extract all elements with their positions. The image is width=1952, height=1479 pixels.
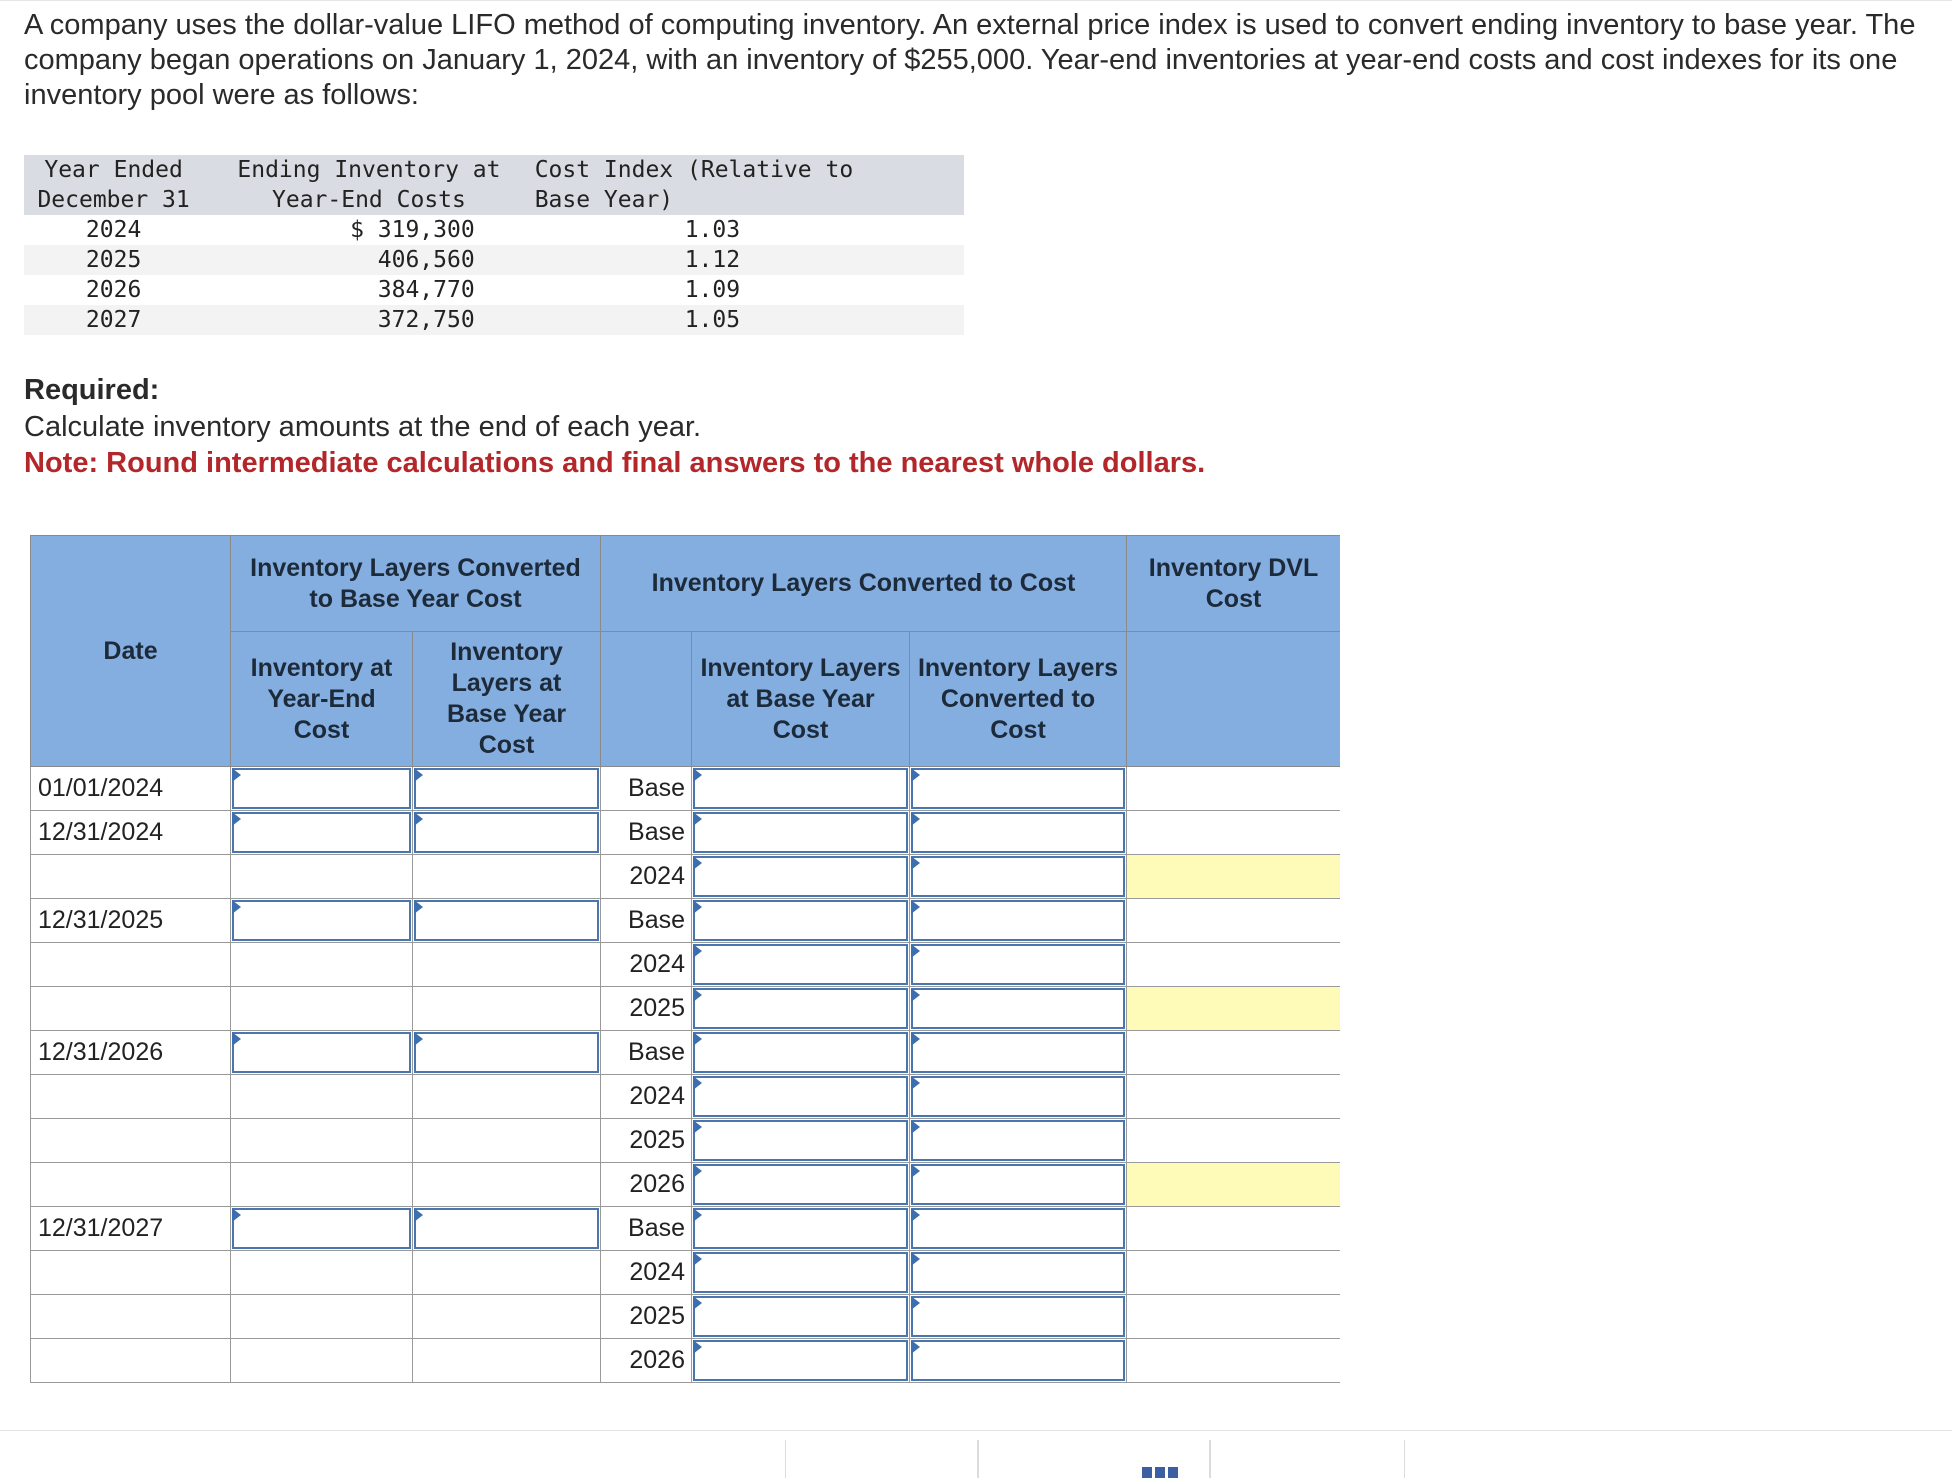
layers-base-year-cell (413, 811, 601, 855)
dvl-cost-cell (1127, 1251, 1340, 1295)
layers-base-year-input[interactable] (414, 1032, 599, 1073)
layer-converted-cost-cell (910, 943, 1127, 987)
empty-cell (231, 855, 413, 899)
date-cell (31, 1075, 231, 1119)
empty-cell (231, 943, 413, 987)
layer-converted-cost-input[interactable] (911, 1252, 1125, 1293)
given-year-cell: 2025 (24, 245, 203, 275)
table-row (31, 1031, 1341, 1075)
date-cell (31, 855, 231, 899)
dvl-cost-cell (1127, 943, 1340, 987)
date-cell (31, 1163, 231, 1207)
layer-label-cell: 2026 (601, 1163, 692, 1207)
layer-label-cell: 2024 (601, 855, 692, 899)
layer-base-cost-input[interactable] (693, 944, 908, 985)
layer-converted-cost-cell (910, 1295, 1127, 1339)
empty-cell (413, 987, 601, 1031)
table-row (31, 855, 1341, 899)
empty-cell (231, 1339, 413, 1383)
date-cell: 12/31/2026 (31, 1031, 231, 1075)
dvl-cost-cell (1127, 1339, 1340, 1383)
layer-label-cell: 2026 (601, 1339, 692, 1383)
layer-base-cost-cell (692, 1207, 910, 1251)
layer-converted-cost-cell (910, 987, 1127, 1031)
empty-cell (413, 855, 601, 899)
given-index-cell: 1.03 (684, 217, 741, 243)
layers-base-year-input[interactable] (414, 1208, 599, 1249)
next-button[interactable] (1209, 1440, 1405, 1478)
layer-base-cost-input[interactable] (693, 1296, 908, 1337)
layers-base-year-cell (413, 899, 601, 943)
dvl-cost-cell (1127, 767, 1340, 811)
given-row (24, 215, 964, 245)
rounding-note: Note: Round intermediate calculations and final answers to the nearest whole dollars. (24, 447, 1206, 479)
given-cost-cell: $ 319,300 (350, 217, 475, 243)
layer-base-cost-cell (692, 767, 910, 811)
empty-cell (231, 1163, 413, 1207)
layer-base-cost-cell (692, 899, 910, 943)
layer-converted-cost-input[interactable] (911, 1120, 1125, 1161)
layer-base-cost-cell (692, 855, 910, 899)
year-end-cost-cell (231, 899, 413, 943)
dvl-total-cell (1127, 987, 1340, 1031)
given-row (24, 305, 964, 335)
dvl-cost-cell (1127, 1207, 1340, 1251)
layer-label-cell: 2024 (601, 1075, 692, 1119)
layer-converted-cost-input[interactable] (911, 812, 1125, 853)
empty-cell (413, 1075, 601, 1119)
table-row (31, 767, 1341, 811)
layers-converted-header: Inventory Layers Converted to Cost (910, 632, 1127, 767)
given-cost-cell: 406,560 (203, 245, 534, 275)
layer-converted-cost-input[interactable] (911, 856, 1125, 897)
layer-base-cost-input[interactable] (693, 1252, 908, 1293)
layer-converted-cost-input[interactable] (911, 900, 1125, 941)
layer-converted-cost-cell (910, 1251, 1127, 1295)
layer-converted-cost-cell (910, 1163, 1127, 1207)
table-row (31, 1339, 1341, 1383)
table-row (31, 1163, 1341, 1207)
year-end-cost-input[interactable] (232, 900, 411, 941)
given-header-row (24, 155, 964, 215)
layer-converted-cost-input[interactable] (911, 1296, 1125, 1337)
layer-base-cost-cell (692, 943, 910, 987)
date-cell (31, 987, 231, 1031)
layer-converted-cost-cell (910, 855, 1127, 899)
layers-base-year-cell (413, 1031, 601, 1075)
empty-cell (231, 987, 413, 1031)
year-end-cost-cell (231, 767, 413, 811)
given-index-cell: 1.09 (684, 277, 741, 303)
date-cell (31, 1295, 231, 1339)
header-cost-index: Cost Index (Relative to Base Year) (535, 155, 964, 215)
date-cell (31, 1119, 231, 1163)
layer-base-cost-cell (692, 1075, 910, 1119)
year-end-cost-header: Inventory at Year-End Cost (231, 632, 413, 767)
given-index-cell: 1.05 (535, 305, 964, 335)
layer-converted-cost-input[interactable] (911, 1164, 1125, 1205)
layer-base-cost-cell (692, 1295, 910, 1339)
given-cost-cell: 384,770 (377, 277, 475, 303)
layer-converted-cost-cell (910, 811, 1127, 855)
layer-base-cost-cell (692, 811, 910, 855)
table-row (31, 811, 1341, 855)
dvl-cost-cell (1127, 1031, 1340, 1075)
cost-group-header: Inventory Layers Converted to Cost (601, 536, 1127, 632)
table-row (31, 1251, 1341, 1295)
dvl-cost-cell (1127, 811, 1340, 855)
layer-converted-cost-input[interactable] (911, 1340, 1125, 1381)
empty-cell (413, 1295, 601, 1339)
layer-converted-cost-input[interactable] (911, 1032, 1125, 1073)
year-end-cost-input[interactable] (232, 1208, 411, 1249)
layer-label-header (601, 632, 692, 767)
empty-cell (231, 1119, 413, 1163)
date-cell: 12/31/2024 (31, 811, 231, 855)
header-year-ended: Year Ended December 31 (24, 155, 203, 215)
required-instruction: Calculate inventory amounts at the end of each year. (24, 411, 702, 443)
layers-base-year-cell (413, 767, 601, 811)
layer-base-cost-cell (692, 1119, 910, 1163)
layer-base-cost-input[interactable] (693, 1208, 908, 1249)
layer-label-cell: Base (601, 767, 692, 811)
layer-base-cost-input[interactable] (693, 812, 908, 853)
answer-grid (30, 535, 1340, 1388)
given-year-cell: 2026 (85, 277, 142, 303)
layer-converted-cost-input[interactable] (911, 1076, 1125, 1117)
dvl-cost-cell (1127, 1075, 1340, 1119)
layer-base-cost-input[interactable] (693, 900, 908, 941)
empty-cell (413, 1119, 601, 1163)
given-year-cell: 2027 (24, 305, 203, 335)
layer-converted-cost-cell (910, 1119, 1127, 1163)
layer-base-cost-input[interactable] (693, 1120, 908, 1161)
layer-base-cost-input[interactable] (693, 1340, 908, 1381)
empty-cell (413, 943, 601, 987)
layer-base-cost-input[interactable] (693, 856, 908, 897)
dvl-total-cell (1127, 1163, 1340, 1207)
empty-cell (231, 1295, 413, 1339)
layer-label-cell: Base (601, 1031, 692, 1075)
year-end-cost-input[interactable] (232, 768, 411, 809)
given-year-cell: 2024 (85, 217, 142, 243)
given-data-table (24, 155, 964, 335)
layer-base-cost-cell (692, 1251, 910, 1295)
layer-converted-cost-cell (910, 1207, 1127, 1251)
layer-label-cell: Base (601, 811, 692, 855)
date-cell: 01/01/2024 (31, 767, 231, 811)
table-row (31, 943, 1341, 987)
date-cell (31, 943, 231, 987)
layers-base-header: Inventory Layers at Base Year Cost (413, 632, 601, 767)
prev-button[interactable] (785, 1440, 979, 1478)
layer-base-cost-cell (692, 1339, 910, 1383)
year-end-cost-cell (231, 1207, 413, 1251)
given-row (24, 275, 964, 305)
layer-converted-cost-input[interactable] (911, 768, 1125, 809)
dvl-cost-cell (1127, 1295, 1340, 1339)
layer-label-cell: 2024 (601, 943, 692, 987)
table-row (31, 899, 1341, 943)
layers-base-year-input[interactable] (414, 812, 599, 853)
layer-label-cell: 2024 (601, 1251, 692, 1295)
layer-converted-cost-cell (910, 1339, 1127, 1383)
dvl-cost-cell (1127, 899, 1340, 943)
empty-cell (231, 1075, 413, 1119)
layer-label-cell: 2025 (601, 1119, 692, 1163)
layer-converted-cost-cell (910, 1031, 1127, 1075)
layer-converted-cost-cell (910, 899, 1127, 943)
date-cell: 12/31/2025 (31, 899, 231, 943)
layer-label-cell: Base (601, 1207, 692, 1251)
layer-base-cost-input[interactable] (693, 988, 908, 1029)
base-group-header: Inventory Layers Converted to Base Year Cost (231, 536, 601, 632)
table-row (31, 1295, 1341, 1339)
layer-base-cost-input[interactable] (693, 768, 908, 809)
empty-cell (413, 1251, 601, 1295)
layer-base-cost-input[interactable] (693, 1076, 908, 1117)
required-label: Required: (24, 374, 160, 406)
layer-base-cost-cell (692, 1163, 910, 1207)
table-row (31, 1075, 1341, 1119)
empty-cell (413, 1339, 601, 1383)
layers-base-year-input[interactable] (414, 768, 599, 809)
layers-base-header-2: Inventory Layers at Base Year Cost (692, 632, 910, 767)
answer-table (30, 535, 1340, 1383)
layer-converted-cost-input[interactable] (911, 1208, 1125, 1249)
layer-base-cost-input[interactable] (693, 1032, 908, 1073)
given-row (24, 245, 964, 275)
dvl-total-cell (1127, 855, 1340, 899)
date-cell (31, 1339, 231, 1383)
layer-base-cost-input[interactable] (693, 1164, 908, 1205)
empty-cell (231, 1251, 413, 1295)
layer-converted-cost-input[interactable] (911, 988, 1125, 1029)
given-cost-cell: 372,750 (203, 305, 534, 335)
dvl-header: Inventory DVL Cost (1127, 536, 1340, 632)
year-end-cost-cell (231, 811, 413, 855)
grid-icon[interactable] (1142, 1467, 1178, 1478)
layer-label-cell: Base (601, 899, 692, 943)
top-divider (0, 0, 1952, 7)
layer-converted-cost-input[interactable] (911, 944, 1125, 985)
dvl-subheader (1127, 632, 1340, 767)
layer-base-cost-cell (692, 987, 910, 1031)
layer-label-cell: 2025 (601, 987, 692, 1031)
table-row (31, 987, 1341, 1031)
layer-converted-cost-cell (910, 1075, 1127, 1119)
year-end-cost-input[interactable] (232, 812, 411, 853)
table-row (31, 1207, 1341, 1251)
layers-base-year-cell (413, 1207, 601, 1251)
problem-intro: A company uses the dollar-value LIFO method of computing inventory. An external price index is used to convert ending inventory to base year. The company began operations on January 1, 2024, with an inventory of $255,000. Year-end inventories at year-end costs and cost indexes for its one inventory pool were as follows: (24, 9, 1916, 111)
date-cell (31, 1251, 231, 1295)
layer-label-cell: 2025 (601, 1295, 692, 1339)
layer-converted-cost-cell (910, 767, 1127, 811)
date-cell: 12/31/2027 (31, 1207, 231, 1251)
header-ending-inventory: Ending Inventory at Year-End Costs (203, 155, 534, 215)
dvl-cost-cell (1127, 1119, 1340, 1163)
given-index-cell: 1.12 (535, 245, 964, 275)
empty-cell (413, 1163, 601, 1207)
date-header: Date (31, 536, 231, 767)
table-row (31, 1119, 1341, 1163)
layer-base-cost-cell (692, 1031, 910, 1075)
year-end-cost-cell (231, 1031, 413, 1075)
year-end-cost-input[interactable] (232, 1032, 411, 1073)
layers-base-year-input[interactable] (414, 900, 599, 941)
